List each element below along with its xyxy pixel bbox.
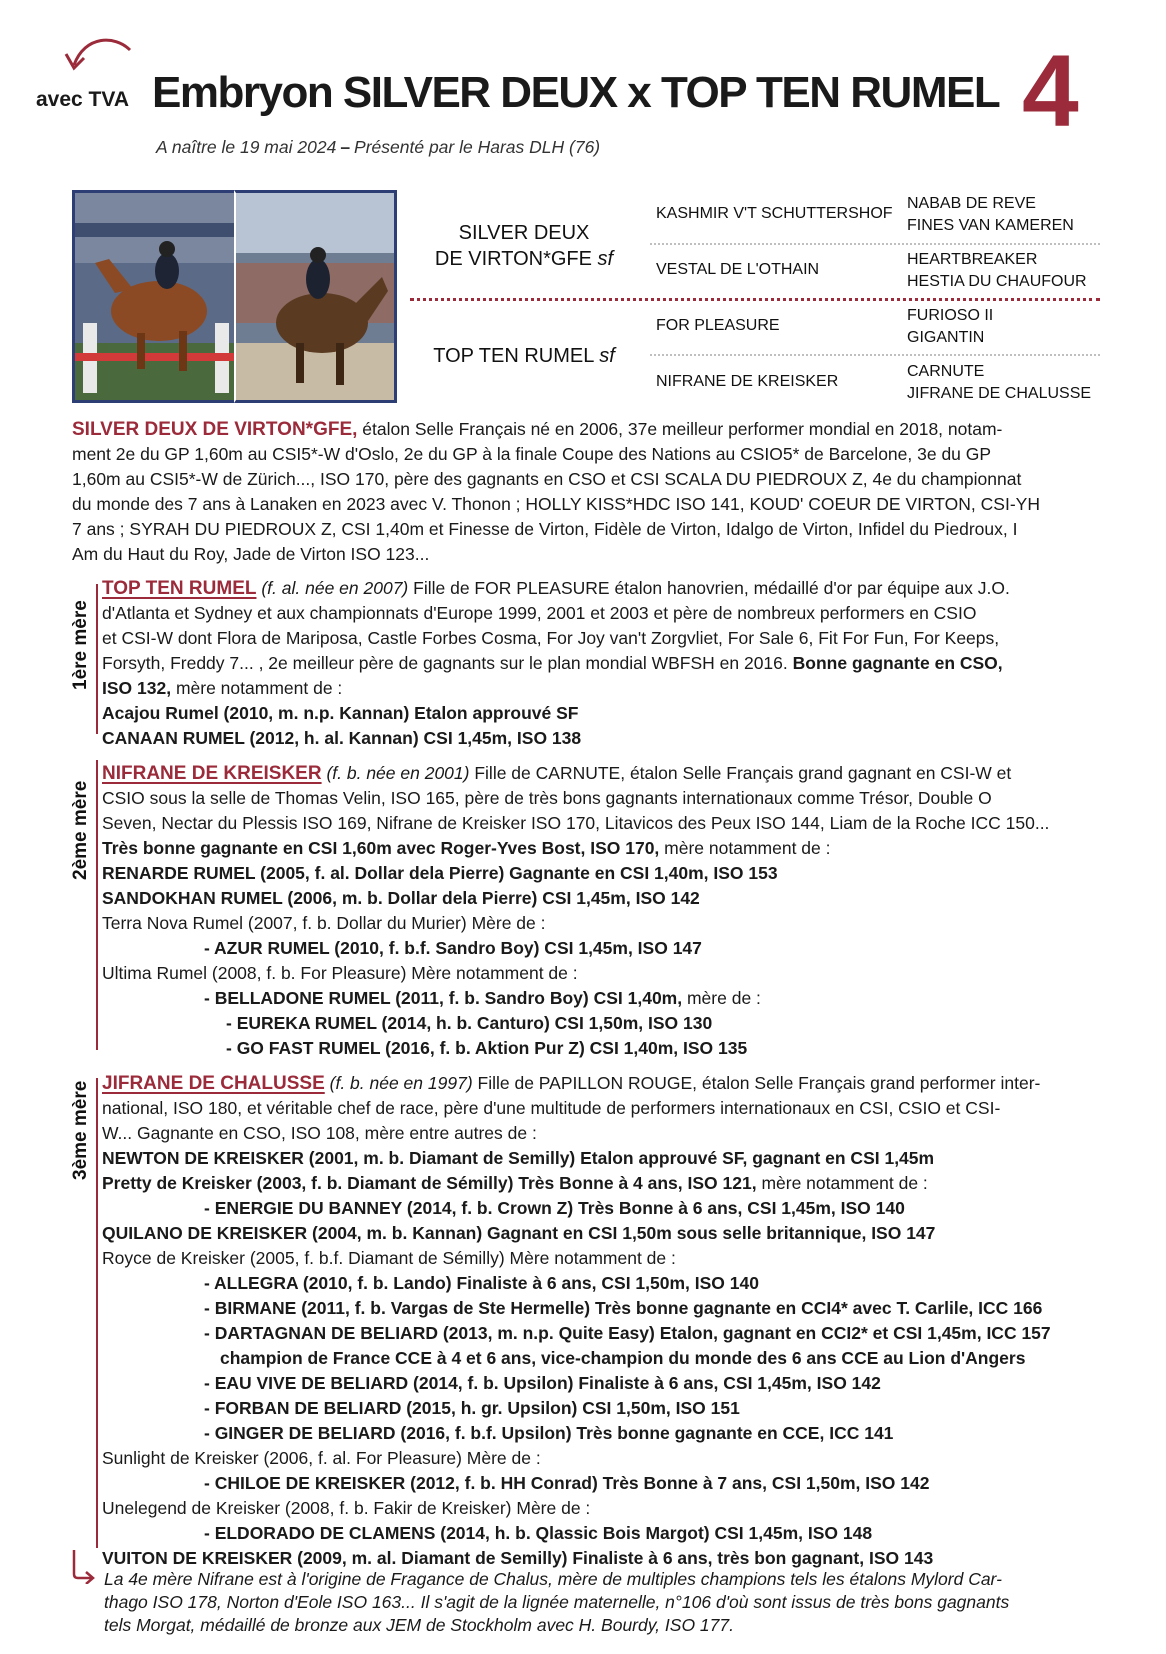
pedigree-sss-ssd: NABAB DE REVE FINES VAN KAMEREN [907, 195, 1074, 234]
divider [650, 243, 1100, 245]
dam-photo [234, 190, 397, 403]
divider [650, 354, 1100, 356]
mere3-bracket [96, 1078, 98, 1548]
dam-suffix: sf [599, 345, 615, 367]
mere1-line-3: et CSI-W dont Flora de Mariposa, Castle Forbes Cosma, For Joy van't Zorgvliet, For Sale 6, Fit For Fun, For Keeps, [102, 628, 1000, 648]
mere3-progeny-2a: - ENERGIE DU BANNEY (2014, f. b. Crown Z) Très Bonne à 6 ans, CSI 1,45m, ISO 140 [204, 1198, 905, 1218]
sire-line-6: Am du Haut du Roy, Jade de Virton ISO 123... [72, 544, 430, 564]
mere2-progeny-4b: - EUREKA RUMEL (2014, h. b. Canturo) CSI 1,50m, ISO 130 [226, 1013, 713, 1033]
sire-suffix: sf [597, 248, 614, 270]
pedigree-dam: TOP TEN RUMEL sf [433, 345, 615, 367]
mere3-progeny-4d: - EAU VIVE DE BELIARD (2014, f. b. Upsilon) Finaliste à 6 ans, CSI 1,45m, ISO 142 [204, 1373, 881, 1393]
mere3-line-1: JIFRANE DE CHALUSSE (f. b. née en 1997) Fille de PAPILLON ROUGE, étalon Selle Français grand performer inter- [102, 1073, 1041, 1094]
mere1-label: 1ère mère [70, 600, 91, 690]
mere3-progeny-6: Unelegend de Kreisker (2008, f. b. Fakir de Kreisker) Mère de : [102, 1498, 591, 1518]
mere2-progeny-4c: - GO FAST RUMEL (2016, f. b. Aktion Pur Z) CSI 1,40m, ISO 135 [226, 1038, 748, 1058]
mere3-progeny-4b: - BIRMANE (2011, f. b. Vargas de Ste Hermelle) Très bonne gagnante en CCI4* avec T. Carlile, ICC 166 [204, 1298, 1043, 1318]
sire-line-1: SILVER DEUX DE VIRTON*GFE, étalon Selle Français né en 2006, 37e meilleur performer mondial en 2018, notam- [72, 419, 1003, 440]
pedigree-sd: VESTAL DE L'OTHAIN [656, 261, 820, 278]
return-arrow-icon [66, 1548, 96, 1584]
mere3-line-3: W... Gagnante en CSO, ISO 108, mère entre autres de : [102, 1123, 537, 1143]
mere3-progeny-4c: - DARTAGNAN DE BELIARD (2013, m. n.p. Quite Easy) Etalon, gagnant en CCI2* et CSI 1,45m, ICC 157 [204, 1323, 1051, 1343]
sire-line-2: ment 2e du GP 1,60m au CSI5*-W d'Oslo, 2e du GP à la finale Coupe des Nations au CSIO5* de Barcelone, 3e du GP [72, 444, 992, 464]
mere2-progeny-4a: - BELLADONE RUMEL (2011, f. b. Sandro Boy) CSI 1,40m, mère de : [204, 988, 761, 1008]
mere3-progeny-7: VUITON DE KREISKER (2009, m. al. Diamant de Semilly) Finaliste à 6 ans, très bon gagnant, ISO 143 [102, 1548, 934, 1568]
sire-line-5: 7 ans ; SYRAH DU PIEDROUX Z, CSI 1,40m et Finesse de Virton, Fidèle de Virton, Idalgo de Virton, Infidel du Piedroux, I [72, 519, 1018, 539]
page-title: Embryon SILVER DEUX x TOP TEN RUMEL [152, 68, 1000, 117]
footer-line-3: tels Morgat, médaillé de bronze aux JEM de Stockholm avec H. Bourdy, ISO 177. [104, 1615, 734, 1635]
mere1-progeny-2: CANAAN RUMEL (2012, h. al. Kannan) CSI 1,45m, ISO 138 [102, 728, 582, 748]
subtitle [156, 137, 600, 158]
mere3-progeny-2: Pretty de Kreisker (2003, f. b. Diamant de Sémilly) Très Bonne à 4 ans, ISO 121, mère notamment de : [102, 1173, 928, 1193]
mere2-line-1: NIFRANE DE KREISKER (f. b. née en 2001) Fille de CARNUTE, étalon Selle Français grand gagnant en CSI-W et [102, 763, 1012, 784]
sire-name-line1: SILVER DEUX [458, 222, 590, 244]
mere3-label: 3ème mère [70, 1080, 91, 1180]
pedigree-dds-ddd: CARNUTE JIFRANE DE CHALUSSE [907, 363, 1092, 402]
mere2-progeny-2: SANDOKHAN RUMEL (2006, m. b. Dollar dela Pierre) CSI 1,45m, ISO 142 [102, 888, 700, 908]
birth-date: A naître le 19 mai 2024 [156, 137, 337, 157]
curved-arrow-icon [60, 30, 140, 85]
divider-red [410, 298, 1100, 301]
mere3-progeny-5a: - CHILOE DE KREISKER (2012, f. b. HH Conrad) Très Bonne à 7 ans, CSI 1,50m, ISO 142 [204, 1473, 930, 1493]
dam-jumping-image [236, 193, 397, 403]
mere3-progeny-6a: - ELDORADO DE CLAMENS (2014, h. b. Qlassic Bois Margot) CSI 1,45m, ISO 148 [204, 1523, 873, 1543]
footer-note [104, 1568, 1092, 1637]
mere2-line-2: CSIO sous la selle de Thomas Velin, ISO 165, père de très bons gagnants internationaux comme Trésor, Double O [102, 788, 992, 808]
sire-line-3: 1,60m au CSI5*-W de Zürich..., ISO 170, père des gagnants en CSO et CSI SCALA DU PIEDROUX Z, 4e du championnat [72, 469, 1022, 489]
mere1-line-4: Forsyth, Freddy 7... , 2e meilleur père de gagnants sur le plan mondial WBFSH en 2016. Bonne gagnante en CSO, [102, 653, 1003, 673]
mere1-line-2: d'Atlanta et Sydney et aux championnats d'Europe 1999, 2001 et 2003 et père de nombreux performers en CSIO [102, 603, 977, 623]
mere3-progeny-5: Sunlight de Kreisker (2006, f. al. For Pleasure) Mère de : [102, 1448, 541, 1468]
mere2-line-4: Très bonne gagnante en CSI 1,60m avec Roger-Yves Bost, ISO 170, mère notamment de : [102, 838, 831, 858]
mere2-label: 2ème mère [70, 780, 91, 880]
sire-photo [72, 190, 234, 403]
pedigree-ds: FOR PLEASURE [656, 317, 780, 334]
mere2-bracket [96, 760, 98, 1050]
mere2-progeny-3a: - AZUR RUMEL (2010, f. b.f. Sandro Boy) CSI 1,45m, ISO 147 [204, 938, 702, 958]
pedigree-dd: NIFRANE DE KREISKER [656, 373, 839, 390]
mere3-progeny-4c2: champion de France CCE à 4 et 6 ans, vice-champion du monde des 6 ans CCE au Lion d'Angers [220, 1348, 1026, 1368]
vat-tag: avec TVA [36, 88, 129, 111]
mere1-progeny-1: Acajou Rumel (2010, m. n.p. Kannan) Etalon approuvé SF [102, 703, 579, 723]
presenter: Présenté par le Haras DLH (76) [354, 137, 601, 157]
mere3-progeny-4: Royce de Kreisker (2005, f. b.f. Diamant de Sémilly) Mère notamment de : [102, 1248, 676, 1268]
mere3-progeny-4f: - GINGER DE BELIARD (2016, f. b.f. Upsilon) Très bonne gagnante en CCE, ICC 141 [204, 1423, 894, 1443]
pedigree-dss-dsd: FURIOSO II GIGANTIN [907, 307, 994, 346]
mere3-progeny-4a: - ALLEGRA (2010, f. b. Lando) Finaliste à 6 ans, CSI 1,50m, ISO 140 [204, 1273, 759, 1293]
mere2-progeny-3: Terra Nova Rumel (2007, f. b. Dollar du Murier) Mère de : [102, 913, 546, 933]
mere3-progeny-1: NEWTON DE KREISKER (2001, m. b. Diamant de Semilly) Etalon approuvé SF, gagnant en CSI 1,45m [102, 1148, 935, 1168]
sire-name-line2: DE VIRTON*GFE sf [434, 248, 614, 270]
mere2-line-3: Seven, Nectar du Plessis ISO 169, Nifrane de Kreisker ISO 170, Litavicos des Peux ISO 144, Liam de la Roche ICC 150... [102, 813, 1050, 833]
footer-line-2: thago ISO 178, Norton d'Eole ISO 163... Il s'agit de la lignée maternelle, n°106 d'où sont issus de très bons gagnants [104, 1592, 1010, 1612]
mere3-progeny-4e: - FORBAN DE BELIARD (2015, h. gr. Upsilon) CSI 1,50m, ISO 151 [204, 1398, 740, 1418]
sire-para-name: SILVER DEUX DE VIRTON*GFE, [72, 419, 358, 440]
mere1-line-5: ISO 132, mère notamment de : [102, 678, 343, 698]
sire-jumping-image [75, 193, 234, 403]
footer-line-1: La 4e mère Nifrane est à l'origine de Fragance de Chalus, mère de multiples champions tels les étalons Mylord Car- [104, 1569, 1002, 1589]
mere1-line-1: TOP TEN RUMEL (f. al. née en 2007) Fille de FOR PLEASURE étalon hanovrien, médaillé d'or par équipe aux J.O. [102, 578, 1010, 599]
sire-line-4: du monde des 7 ans à Lanaken en 2023 avec V. Thonon ; HOLLY KISS*HDC ISO 141, KOUD' COEUR DE VIRTON, CSI-YH [72, 494, 1040, 514]
mere2-progeny-4: Ultima Rumel (2008, f. b. For Pleasure) Mère notamment de : [102, 963, 578, 983]
subtitle-dash: – [340, 137, 351, 157]
lot-number: 4 [1022, 34, 1079, 148]
pedigree-sire [424, 220, 624, 272]
mere2-progeny-1: RENARDE RUMEL (2005, f. al. Dollar dela Pierre) Gagnante en CSI 1,40m, ISO 153 [102, 863, 778, 883]
mere1-bracket [96, 584, 98, 734]
pedigree-sds-sdd: HEARTBREAKER HESTIA DU CHAUFOUR [907, 251, 1087, 290]
pedigree-ss: KASHMIR V'T SCHUTTERSHOF [656, 205, 893, 222]
mere3-line-2: national, ISO 180, et véritable chef de race, père d'une multitude de performers internationaux en CSI, CSIO et CSI- [102, 1098, 1001, 1118]
mere3-progeny-3: QUILANO DE KREISKER (2004, m. b. Kannan) Gagnant en CSI 1,50m sous selle britannique, ISO 147 [102, 1223, 936, 1243]
